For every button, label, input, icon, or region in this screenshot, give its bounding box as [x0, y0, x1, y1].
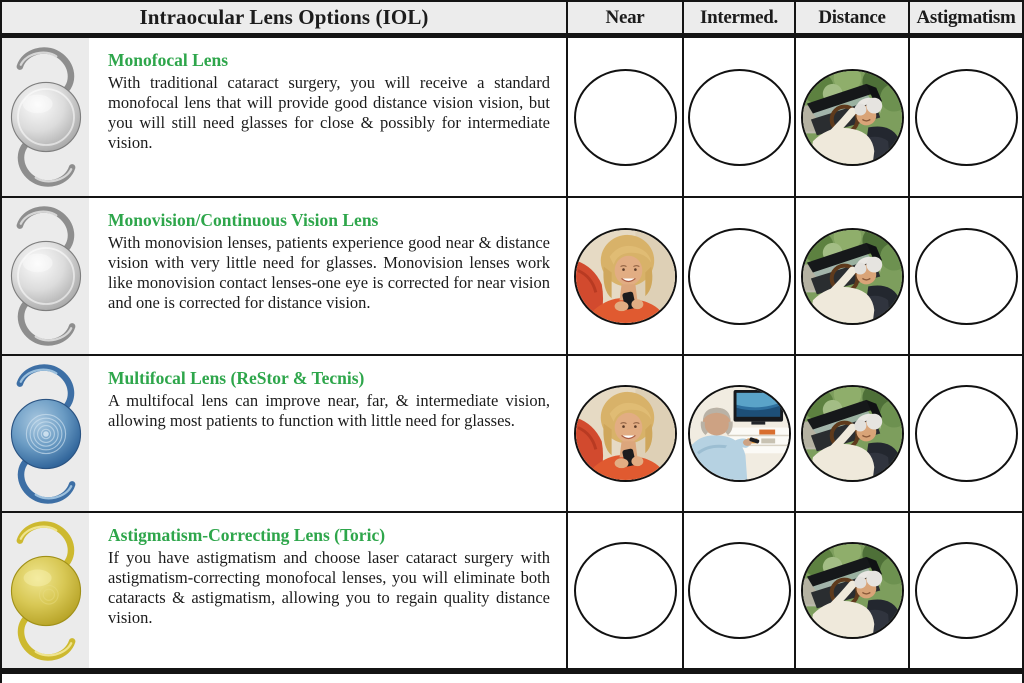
lens-description-cell — [89, 198, 566, 354]
bottom-border-bar — [2, 668, 1022, 674]
near-cell — [566, 356, 682, 511]
lens-description-cell — [89, 356, 566, 511]
vision-circle — [915, 228, 1018, 325]
lens-description-cell — [89, 38, 566, 196]
senior-man-driving-convertible-photo — [803, 387, 902, 480]
lens-image-cell — [2, 356, 89, 511]
distance-cell — [794, 356, 908, 511]
senior-man-driving-convertible-photo — [803, 230, 902, 323]
column-header-intermediate: Intermed. — [682, 2, 794, 33]
lens-image-cell — [2, 513, 89, 668]
column-header-distance: Distance — [794, 2, 908, 33]
vision-circle — [688, 542, 791, 639]
blue-multifocal-iol-lens-icon — [4, 358, 88, 510]
lens-image-cell — [2, 38, 89, 196]
near-cell — [566, 198, 682, 354]
vision-circle — [801, 385, 904, 482]
lens-heading: Monovision/Continuous Vision Lens — [108, 210, 379, 230]
gray-monofocal-iol-lens-icon — [4, 41, 88, 193]
vision-circle — [574, 69, 677, 166]
lens-heading: Multifocal Lens (ReStor & Tecnis) — [108, 368, 365, 388]
astigmatism-cell — [908, 38, 1022, 196]
vision-circle — [801, 228, 904, 325]
senior-man-driving-convertible-photo — [803, 544, 902, 637]
lens-description: With traditional cataract surgery, you will receive a standard monofocal lens that will provide good distance vision vision, but you will still need glasses for close & possibly for intermediate vision. — [108, 73, 550, 153]
table-row-toric — [2, 511, 1022, 668]
lens-description: With monovision lenses, patients experience good near & distance vision with very little need for glasses. Monovision lenses work like monovision contact lenses-one eye is corrected for near vision and one is corrected for distance vision. — [108, 233, 550, 313]
vision-circle — [688, 385, 791, 482]
yellow-toric-iol-lens-icon — [4, 515, 88, 667]
vision-circle — [574, 385, 677, 482]
lens-heading: Monofocal Lens — [108, 50, 229, 70]
vision-circle — [915, 69, 1018, 166]
distance-cell — [794, 38, 908, 196]
lens-description-cell — [89, 513, 566, 668]
lens-description: A multifocal lens can improve near, far, & intermediate vision, allowing most patients to function with little need for glasses. — [108, 391, 550, 431]
vision-circle — [801, 69, 904, 166]
vision-circle — [574, 228, 677, 325]
vision-circle — [801, 542, 904, 639]
vision-circle — [915, 542, 1018, 639]
table-row-monofocal — [2, 36, 1022, 196]
vision-circle — [688, 69, 791, 166]
near-cell — [566, 38, 682, 196]
lens-heading: Astigmatism-Correcting Lens (Toric) — [108, 525, 386, 545]
table-header-row — [2, 2, 1022, 36]
intermediate-cell — [682, 356, 794, 511]
lens-image-cell — [2, 198, 89, 354]
distance-cell — [794, 513, 908, 668]
near-cell — [566, 513, 682, 668]
column-header-near: Near — [566, 2, 682, 33]
vision-circle — [915, 385, 1018, 482]
intermediate-cell — [682, 38, 794, 196]
woman-texting-on-phone-photo — [576, 387, 675, 480]
gray-monovision-iol-lens-icon — [4, 200, 88, 352]
table-row-monovision — [2, 196, 1022, 354]
astigmatism-cell — [908, 513, 1022, 668]
column-header-astigmatism: Astigmatism — [908, 2, 1022, 33]
senior-man-driving-convertible-photo — [803, 71, 902, 164]
astigmatism-cell — [908, 198, 1022, 354]
vision-circle — [688, 228, 791, 325]
man-watching-tv-with-remote-photo — [690, 387, 789, 480]
woman-texting-on-phone-photo — [576, 230, 675, 323]
intermediate-cell — [682, 513, 794, 668]
table-row-multifocal — [2, 354, 1022, 511]
table-title: Intraocular Lens Options (IOL) — [139, 5, 429, 29]
distance-cell — [794, 198, 908, 354]
intermediate-cell — [682, 198, 794, 354]
vision-circle — [574, 542, 677, 639]
lens-description: If you have astigmatism and choose laser cataract surgery with astigmatism-correcting monofocal lenses, you will eliminate both cataracts & astigmatism, allowing you to regain quality distance vision. — [108, 548, 550, 628]
astigmatism-cell — [908, 356, 1022, 511]
